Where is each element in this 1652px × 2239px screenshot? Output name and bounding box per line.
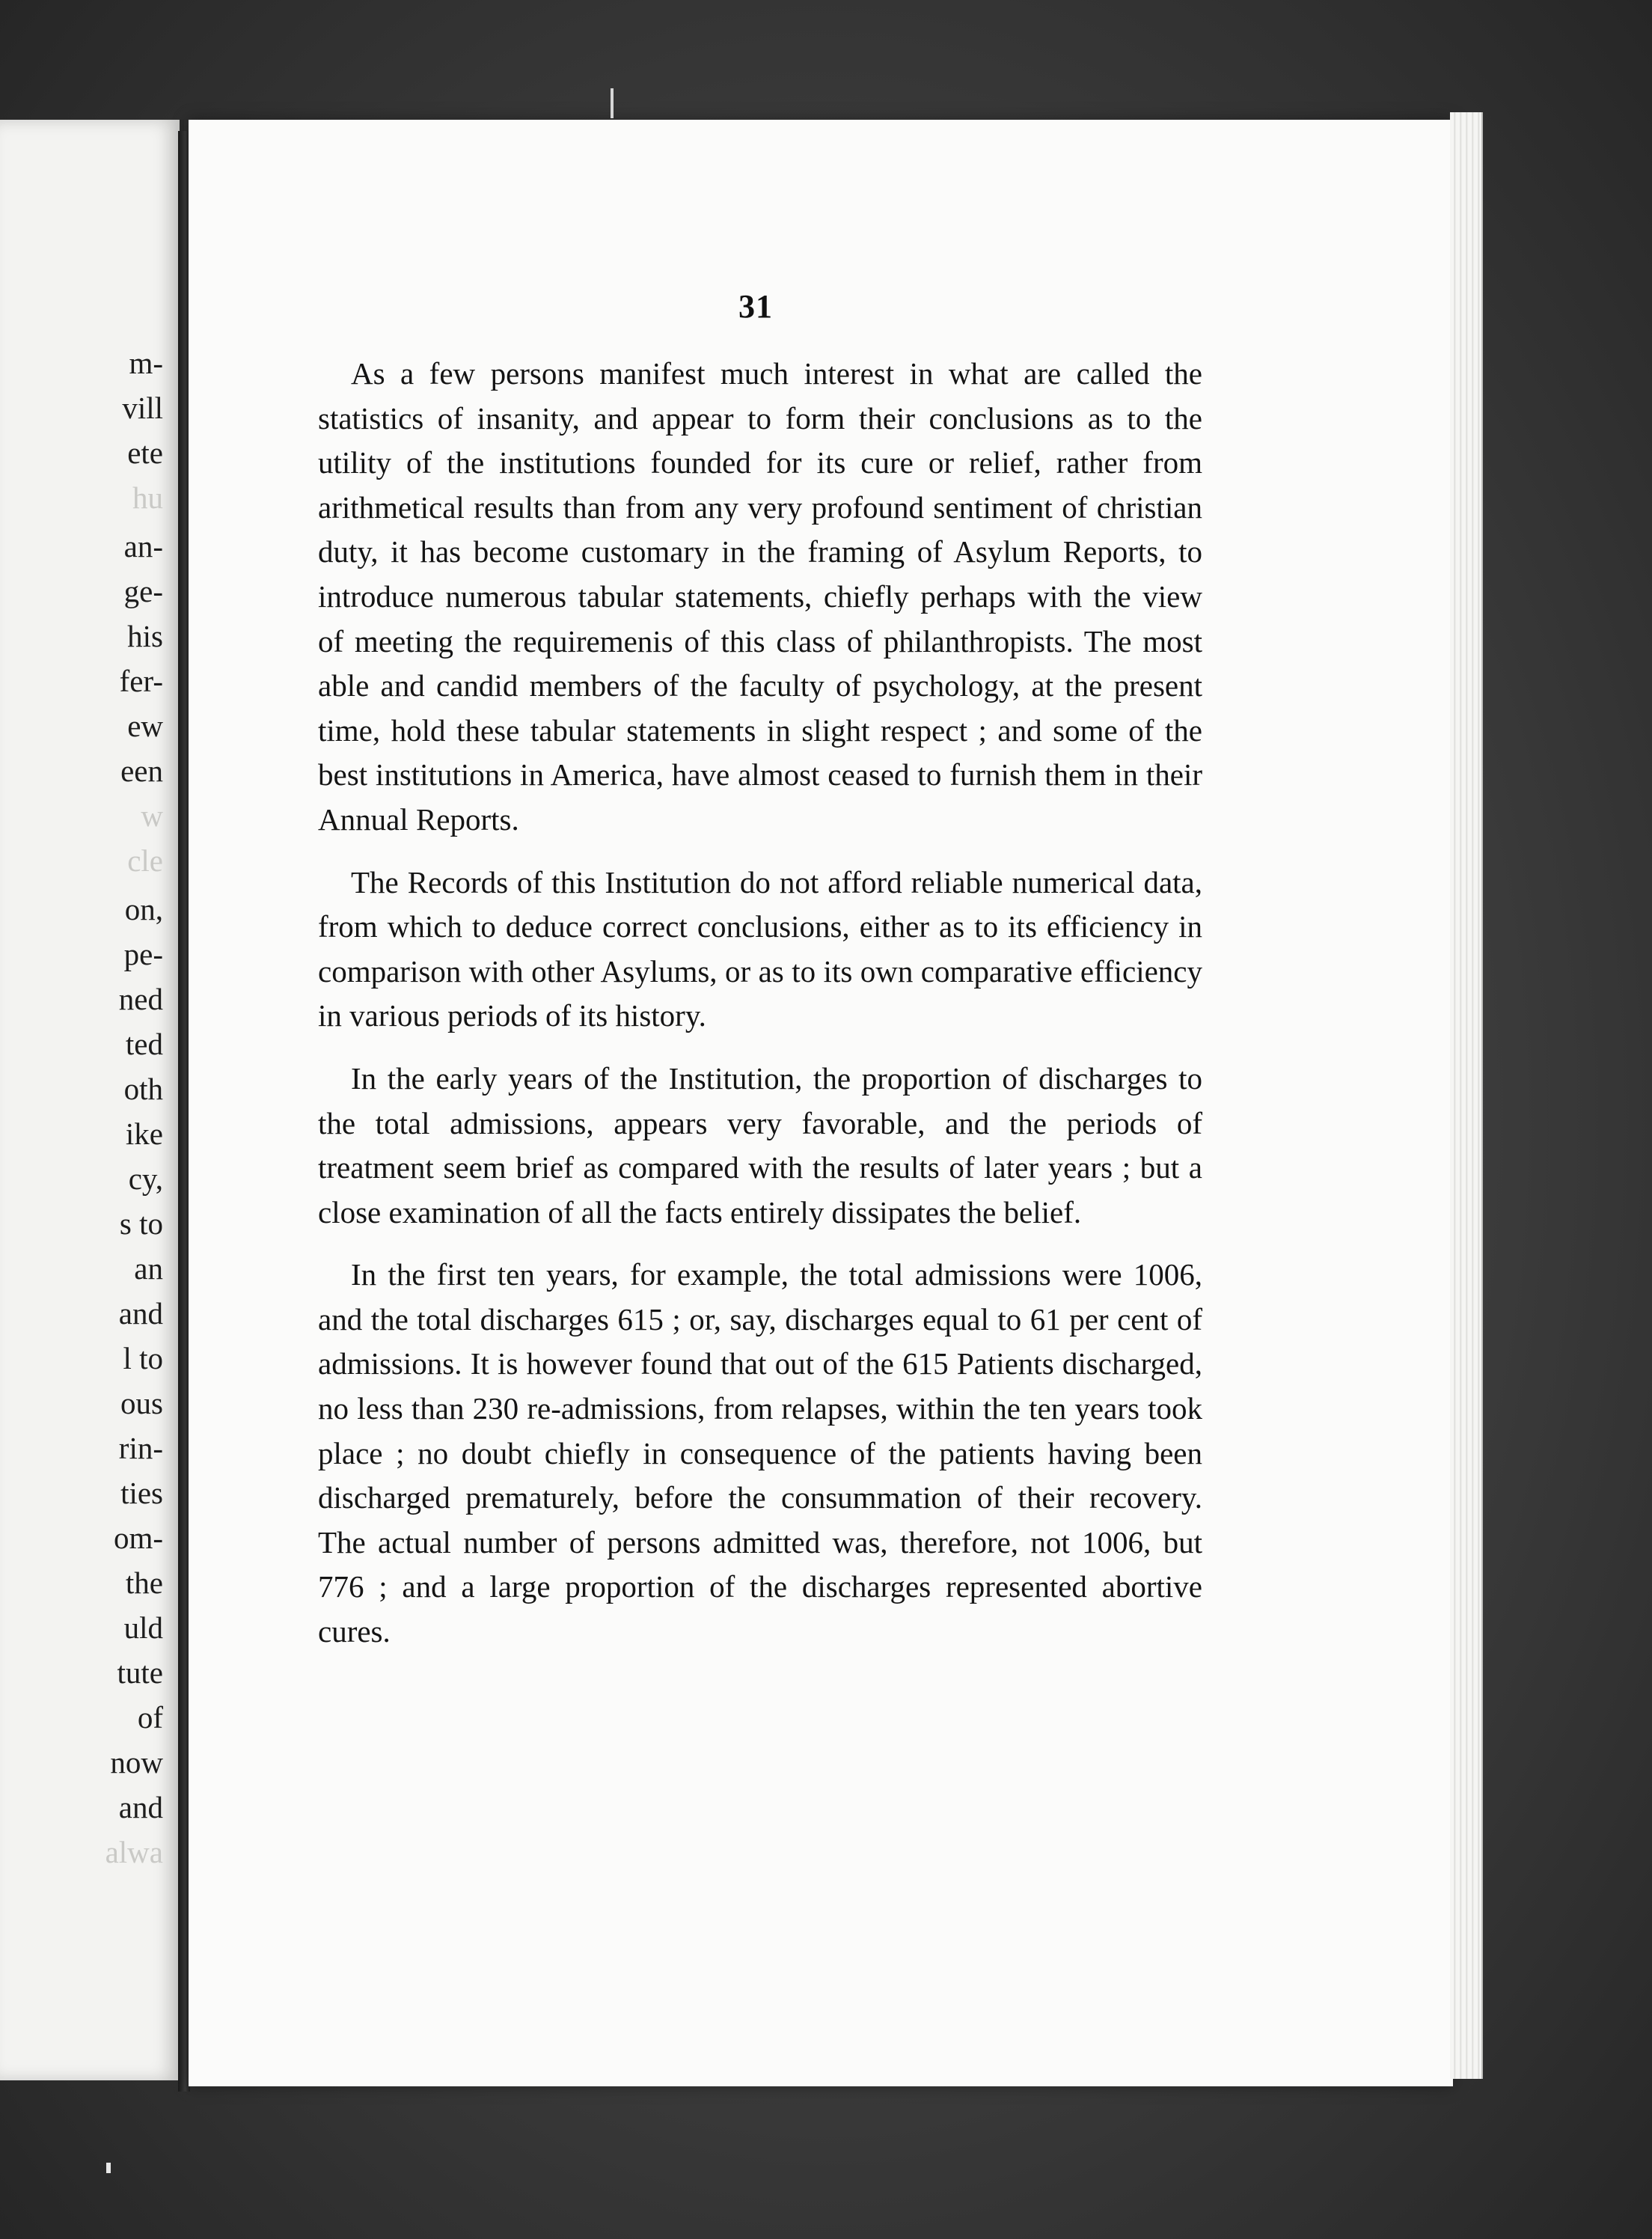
facing-page-fragment: an- <box>123 529 163 563</box>
paragraph: In the early years of the Institution, the proportion of discharges to the total admissions, appears very favorable, and the periods of treatment seem brief as compared with the results of later years ; but a close examination of all the facts entirely dissipates the belief. <box>318 1060 1202 1230</box>
scan-artifact <box>611 88 614 118</box>
facing-page-fragment: ike <box>125 1117 163 1151</box>
facing-page-fragment: ete <box>127 436 163 470</box>
facing-page-fragment: and <box>118 1790 163 1824</box>
facing-page-fragment: vill <box>122 391 163 425</box>
paragraph: The Records of this Institution do not afford reliable numerical data, from which to deduce correct conclusions, either as to its efficiency in comparison with other Asylums, or as to its own comparative efficiency in various periods of its history. <box>318 864 1202 1033</box>
page-number: 31 <box>738 288 773 325</box>
facing-page-fragment: uld <box>123 1610 163 1645</box>
facing-page <box>0 120 184 2080</box>
scan-artifact <box>106 2163 111 2173</box>
facing-page-fragment: m- <box>129 346 163 380</box>
facing-page-fragment: om- <box>113 1521 163 1555</box>
facing-page-fragment: tute <box>117 1655 163 1690</box>
facing-page-fragment: oth <box>123 1072 163 1106</box>
facing-page-fragment: l to <box>123 1341 163 1375</box>
facing-page-fragment: rin- <box>118 1431 163 1465</box>
facing-page-fragment: the <box>125 1566 163 1600</box>
page-edges <box>1450 112 1483 2079</box>
facing-page-fragment: een <box>120 754 163 788</box>
paragraph: In the first ten years, for example, the total admissions were 1006, and the total discharges 615 ; or, say, discharges equal to 61 per cent of admissions. It is however found that out of the 615 Patients discharged, no less than 230 re-admissions, from relapses, within the ten years took place ; no doubt chiefly in consequence of the patients having been discharged prematurely, before the consummation of their recovery. The actual number of persons admitted was, therefore, not 1006, but 776 ; and a large proportion of the discharges represented abortive cures. <box>318 1257 1202 1649</box>
facing-page-fragment: his <box>127 619 163 653</box>
facing-page-fragment: fer- <box>119 664 163 698</box>
facing-page-fragment: ous <box>120 1386 163 1420</box>
facing-page-fragment: ned <box>118 982 163 1016</box>
page-body <box>318 352 1202 1673</box>
facing-page-fragment: alwa <box>105 1835 163 1869</box>
facing-page-fragment: hu <box>132 480 163 515</box>
facing-page-fragment: s to <box>119 1206 163 1241</box>
facing-page-fragment: ge- <box>123 574 163 608</box>
facing-page-fragment: ew <box>127 709 163 743</box>
facing-page-fragment: on, <box>124 892 163 926</box>
facing-page-fragment: of <box>137 1700 163 1735</box>
facing-page-fragment: ted <box>125 1027 163 1061</box>
facing-page-fragment: an <box>134 1251 163 1286</box>
facing-page-fragment: pe- <box>123 937 163 971</box>
facing-page-fragment: cy, <box>128 1161 163 1196</box>
facing-page-fragment: and <box>118 1296 163 1331</box>
facing-page-fragment: ties <box>120 1476 163 1510</box>
paragraph: As a few persons manifest much interest in what are called the statistics of insanity, and appear to form their conclusions as to the utility of the institutions founded for its cure or relief, rather from arithmetical results than from any very profound sentiment of christian duty, it has become customary in the framing of Asylum Reports, to introduce numerous tabular statements, chiefly perhaps with the view of meeting the requiremenis of this class of philanthropists. The most able and candid members of the faculty of psychology, at the present time, hold these tabular statements in slight respect ; and some of the best institutions in America, have almost ceased to furnish them in their Annual Reports. <box>318 356 1202 837</box>
facing-page-fragment: w <box>141 798 163 833</box>
facing-page-fragment: now <box>110 1745 163 1780</box>
facing-page-fragment: cle <box>127 843 163 878</box>
